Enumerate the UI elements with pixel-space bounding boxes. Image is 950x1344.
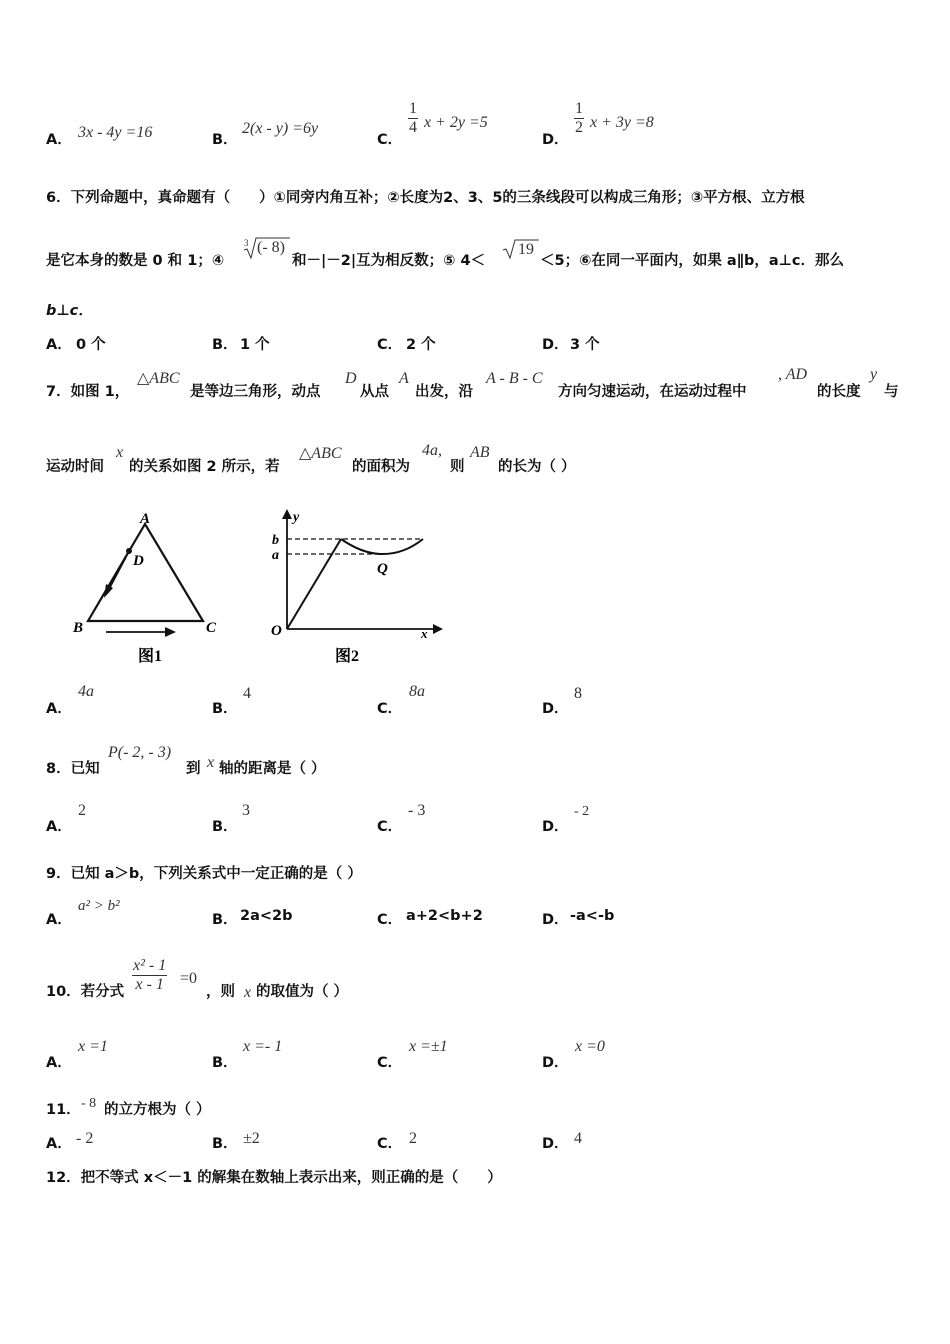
q10-option-b-label: B． <box>212 1055 238 1071</box>
q9-option-b-label: B． <box>212 912 238 928</box>
q7-text-9: 的关系如图 2 所示，若 <box>129 459 280 475</box>
q9-option-d-expr: -a<-b <box>570 908 615 924</box>
q7-math-area: 4a, <box>422 442 442 459</box>
arrowhead-right-icon <box>165 627 176 637</box>
q10-option-c-label: C． <box>377 1055 403 1071</box>
fig2-label-q: Q <box>377 561 388 577</box>
q7-option-d-label: D． <box>542 701 569 717</box>
q6-option-d-label: D． <box>542 337 569 353</box>
cube-root-index: 3 <box>244 238 249 248</box>
triangle-abc-shape <box>88 524 203 621</box>
q5-option-c-expr: x + 2y =5 <box>424 114 488 131</box>
q5-option-b-label: B． <box>212 132 238 148</box>
q7-text-4: 出发，沿 <box>415 384 473 400</box>
q10-option-b-expr: x =- 1 <box>243 1038 283 1055</box>
fig2-label-x: x <box>421 626 428 641</box>
q9-option-a-label: A． <box>46 912 72 928</box>
q7-math-triangle-abc-2: △ABC <box>299 445 342 462</box>
q6-stem-line1: 6．下列命题中，真命题有（ ）①同旁内角互补；②长度为2、3、5的三条线段可以构成三角形；③平方根、立方根 <box>46 190 805 206</box>
square-root-argument: 19 <box>518 241 534 258</box>
fig2-label-a: a <box>272 548 279 563</box>
q7-text-12: 的长为（ ） <box>498 459 576 475</box>
q8-option-d-label: D． <box>542 819 569 835</box>
q11-option-c-expr: 2 <box>409 1130 417 1147</box>
q7-option-a-expr: 4a <box>78 683 94 700</box>
q9-option-b-expr: 2a<2b <box>240 908 293 924</box>
q7-text-6: 的长度 <box>817 384 861 400</box>
q10-fraction: $\frac{\text{x² - 1}}{x - 1}$ <box>133 957 167 993</box>
graph-rising-segment <box>287 539 341 629</box>
q8-text-2: 到 <box>186 761 201 777</box>
q5-option-a-label: A． <box>46 132 72 148</box>
q6-stem-line2-a: 是它本身的数是 0 和 1；④ <box>46 253 225 269</box>
q8-text-1: 8．已知 <box>46 761 100 777</box>
y-axis-arrow-icon <box>282 509 292 519</box>
q5-option-d-fraction: $\frac{1}{2}$ <box>575 100 583 136</box>
q6-option-a-label: A． <box>46 337 72 353</box>
q7-text-10: 的面积为 <box>352 459 410 475</box>
q6-option-c-label: C． <box>377 337 403 353</box>
q8-option-d-expr: - 2 <box>574 804 590 819</box>
q9-option-a-expr: a² > b² <box>78 898 120 914</box>
q5-option-d-label: D． <box>542 132 569 148</box>
q7-text-2: 是等边三角形，动点 <box>190 384 321 400</box>
q9-option-d-label: D． <box>542 912 569 928</box>
fig2-caption: 图2 <box>335 648 360 665</box>
q11-text-1: 11． <box>46 1102 81 1118</box>
q7-math-ab: AB <box>470 444 490 461</box>
q7-option-d-expr: 8 <box>574 685 582 702</box>
q7-text-5: 方向匀速运动，在运动过程中 <box>558 384 747 400</box>
q5-option-b-expr: 2(x - y) =6y <box>242 120 319 137</box>
q8-var-x: x <box>207 754 215 771</box>
q5-option-a-expr: 3x - 4y =16 <box>78 124 153 141</box>
q7-text-8: 运动时间 <box>46 459 104 475</box>
q6-option-b-text: 1 个 <box>240 337 270 353</box>
q6-option-d-text: 3 个 <box>570 337 600 353</box>
fig1-caption: 图1 <box>138 648 163 665</box>
fig2-label-b: b <box>272 533 279 548</box>
q9-stem: 9．已知 a＞b，下列关系式中一定正确的是（ ） <box>46 866 362 882</box>
q10-text-1: 10．若分式 <box>46 984 125 1000</box>
fig1-point-d: D <box>133 553 144 569</box>
q7-option-b-expr: 4 <box>243 685 251 702</box>
graph-curve-segment <box>341 539 423 554</box>
q11-option-b-label: B． <box>212 1136 238 1152</box>
fig1-vertex-a: A <box>140 511 151 527</box>
q5-option-d-expr: x + 3y =8 <box>590 114 654 131</box>
q8-point-p: P(- 2, - 3) <box>108 744 172 761</box>
q7-text-1: 7．如图 1， <box>46 384 130 400</box>
arrowhead-down-icon <box>104 584 113 598</box>
fig2-label-o: O <box>271 623 282 639</box>
q10-option-d-label: D． <box>542 1055 569 1071</box>
q5-option-c-fraction: $\frac{1}{4}$ <box>409 100 417 136</box>
q10-var-x: x <box>244 984 252 1001</box>
fig1-vertex-b: B <box>73 620 84 636</box>
q10-text-2: ，则 <box>206 984 235 1000</box>
q7-math-a: A <box>399 370 409 387</box>
q7-option-b-label: B． <box>212 701 238 717</box>
q10-option-c-expr: x =±1 <box>409 1038 448 1055</box>
q10-option-d-expr: x =0 <box>575 1038 605 1055</box>
q10-text-3: 的取值为（ ） <box>256 984 349 1000</box>
q7-math-y: y <box>870 366 878 383</box>
q8-option-a-expr: 2 <box>78 802 86 819</box>
q11-option-a-expr: - 2 <box>76 1130 94 1147</box>
q8-option-c-expr: - 3 <box>408 802 426 819</box>
q7-text-7: 与 <box>884 384 899 400</box>
q11-text-2: 的立方根为（ ） <box>104 1102 211 1118</box>
q10-equals-zero: =0 <box>180 970 198 987</box>
q6-option-c-text: 2 个 <box>406 337 436 353</box>
q7-math-x: x <box>116 444 124 461</box>
q7-text-3: 从点 <box>360 384 389 400</box>
q11-option-d-label: D． <box>542 1136 569 1152</box>
q9-option-c-label: C． <box>377 912 403 928</box>
q11-option-d-expr: 4 <box>574 1130 582 1147</box>
x-axis-arrow-icon <box>433 624 443 634</box>
q7-option-a-label: A． <box>46 701 72 717</box>
q11-option-c-label: C． <box>377 1136 403 1152</box>
q7-math-ad: , AD <box>778 366 808 383</box>
fig2-label-y: y <box>293 510 300 525</box>
q12-stem: 12．把不等式 x＜－1 的解集在数轴上表示出来，则正确的是（ ） <box>46 1170 502 1186</box>
q11-value: - 8 <box>81 1096 97 1111</box>
q6-stem-line2-b: 和－|－2|互为相反数；⑤ 4＜ <box>292 253 486 269</box>
q6-stem-line3: b⊥c． <box>46 303 93 319</box>
q7-text-11: 则 <box>450 459 465 475</box>
q6-stem-line2-c: ＜5；⑥在同一平面内，如果 a∥b，a⊥c．那么 <box>540 253 844 269</box>
q10-option-a-expr: x =1 <box>78 1038 108 1055</box>
q10-option-a-label: A． <box>46 1055 72 1071</box>
path-arrow-ab <box>108 557 126 591</box>
figure-2-graph <box>265 505 450 670</box>
q11-option-a-label: A． <box>46 1136 72 1152</box>
q8-option-a-label: A． <box>46 819 72 835</box>
q6-option-b-label: B． <box>212 337 238 353</box>
q8-text-3: 轴的距离是（ ） <box>219 761 326 777</box>
q11-option-b-expr: ±2 <box>243 1130 260 1147</box>
q6-option-a-text: 0 个 <box>76 337 106 353</box>
q8-option-c-label: C． <box>377 819 403 835</box>
q9-option-c-expr: a+2<b+2 <box>406 908 483 924</box>
cube-root-argument: (- 8) <box>257 239 285 256</box>
q7-math-d: D <box>345 370 357 387</box>
q7-option-c-expr: 8a <box>409 683 425 700</box>
q7-math-path: A - B - C <box>486 370 543 387</box>
q8-option-b-label: B． <box>212 819 238 835</box>
q5-option-c-label: C． <box>377 132 403 148</box>
figure-1-triangle <box>68 505 228 670</box>
fig1-vertex-c: C <box>206 620 217 636</box>
q7-option-c-label: C． <box>377 701 403 717</box>
point-d-marker <box>126 548 132 554</box>
q7-math-triangle-abc: △ABC <box>137 370 180 387</box>
q8-option-b-expr: 3 <box>242 802 250 819</box>
